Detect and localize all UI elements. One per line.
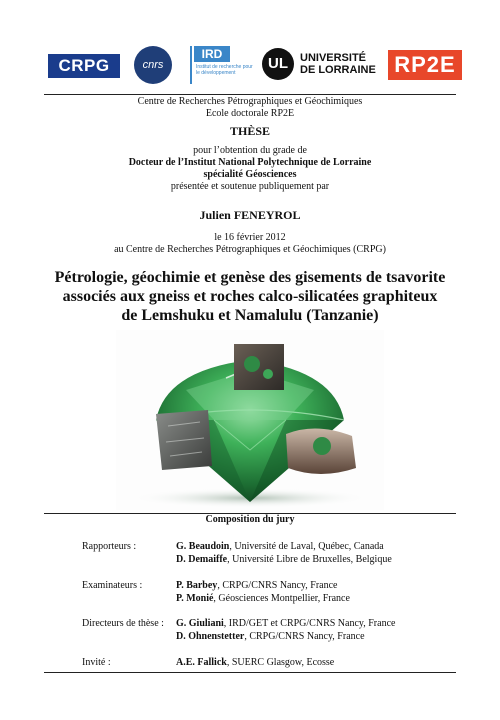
thesis-presented: présentée et soutenue publiquement par bbox=[170, 181, 330, 192]
jury-role-examinateurs: Examinateurs : bbox=[82, 580, 143, 591]
jury-member-name: G. Beaudoin bbox=[176, 541, 230, 552]
doctoral-school: Ecole doctorale RP2E bbox=[205, 108, 295, 119]
thesis-speciality: spécialité Géosciences bbox=[203, 169, 297, 180]
lorraine-logo-mark: UL bbox=[262, 48, 294, 80]
lorraine-logo-line2: DE LORRAINE bbox=[300, 64, 376, 76]
thesis-title-line2: associés aux gneiss et roches calco-silicatées graphiteux bbox=[62, 288, 438, 305]
rock-sample-top-crystal-small bbox=[263, 369, 273, 379]
jury-member-affiliation: , Géosciences Montpellier, France bbox=[213, 593, 350, 604]
ird-logo bbox=[190, 46, 254, 84]
rp2e-logo: RP2E bbox=[388, 50, 462, 80]
thesis-title bbox=[44, 268, 456, 325]
logo-row bbox=[44, 44, 464, 90]
jury-member-name: P. Barbey bbox=[176, 580, 218, 591]
top-rule bbox=[44, 94, 456, 95]
ird-logo-mark: IRD bbox=[194, 46, 230, 62]
jury-member-affiliation: , Université de Laval, Québec, Canada bbox=[229, 541, 384, 552]
jury-member-name: P. Monié bbox=[176, 593, 214, 604]
author-name: Julien FENEYROL bbox=[199, 208, 301, 222]
jury-member bbox=[176, 554, 392, 566]
lab-name: Centre de Recherches Pétrographiques et Géochimiques bbox=[137, 96, 363, 107]
lorraine-logo-text bbox=[300, 52, 376, 76]
jury-member-affiliation: , SUERC Glasgow, Ecosse bbox=[226, 657, 335, 668]
defense-date: le 16 février 2012 bbox=[214, 232, 286, 243]
jury-member bbox=[176, 618, 395, 630]
jury-member-affiliation: , Université Libre de Bruxelles, Belgique bbox=[227, 554, 392, 565]
jury-heading: Composition du jury bbox=[205, 514, 295, 525]
lorraine-logo-line1: UNIVERSITÉ bbox=[300, 52, 367, 64]
defense-place: au Centre de Recherches Pétrographiques et Géochimiques (CRPG) bbox=[114, 244, 386, 255]
crpg-logo: CRPG bbox=[48, 54, 120, 78]
universite-de-lorraine-logo bbox=[262, 48, 382, 84]
thesis-label: THÈSE bbox=[229, 124, 271, 138]
jury-member-name: G. Giuliani bbox=[176, 618, 224, 629]
jury-role-rapporteurs: Rapporteurs : bbox=[82, 541, 137, 552]
rock-sample-top-crystal bbox=[244, 356, 260, 372]
cover-photo bbox=[116, 330, 384, 510]
ird-logo-subtitle: Institut de recherche pour le développement bbox=[196, 64, 253, 76]
tsavorite-gem-illustration bbox=[116, 330, 384, 510]
jury-role-directeurs: Directeurs de thèse : bbox=[82, 618, 164, 629]
thesis-title-line1: Pétrologie, géochimie et genèse des gisements de tsavorite bbox=[54, 269, 446, 286]
thesis-purpose: pour l’obtention du grade de bbox=[193, 145, 307, 156]
thesis-title-line3: de Lemshuku et Namalulu (Tanzanie) bbox=[121, 307, 379, 324]
thesis-degree: Docteur de l’Institut National Polytechnique de Lorraine bbox=[128, 157, 372, 168]
jury-member bbox=[176, 541, 384, 553]
jury-member-affiliation: , CRPG/CNRS Nancy, France bbox=[217, 580, 338, 591]
rock-sample-right-crystal bbox=[313, 437, 331, 455]
jury-member-name: D. Ohnenstetter bbox=[176, 631, 245, 642]
jury-role-invite: Invité : bbox=[82, 657, 111, 668]
jury-member bbox=[176, 593, 350, 605]
cnrs-logo: cnrs bbox=[134, 46, 172, 84]
jury-member-affiliation: , IRD/GET et CRPG/CNRS Nancy, France bbox=[223, 618, 396, 629]
jury-member bbox=[176, 657, 334, 669]
jury-member bbox=[176, 631, 365, 643]
jury-member-affiliation: , CRPG/CNRS Nancy, France bbox=[244, 631, 365, 642]
jury-member-name: A.E. Fallick bbox=[176, 657, 227, 668]
jury-member bbox=[176, 580, 338, 592]
bottom-rule bbox=[44, 672, 456, 673]
jury-member-name: D. Demaiffe bbox=[176, 554, 228, 565]
